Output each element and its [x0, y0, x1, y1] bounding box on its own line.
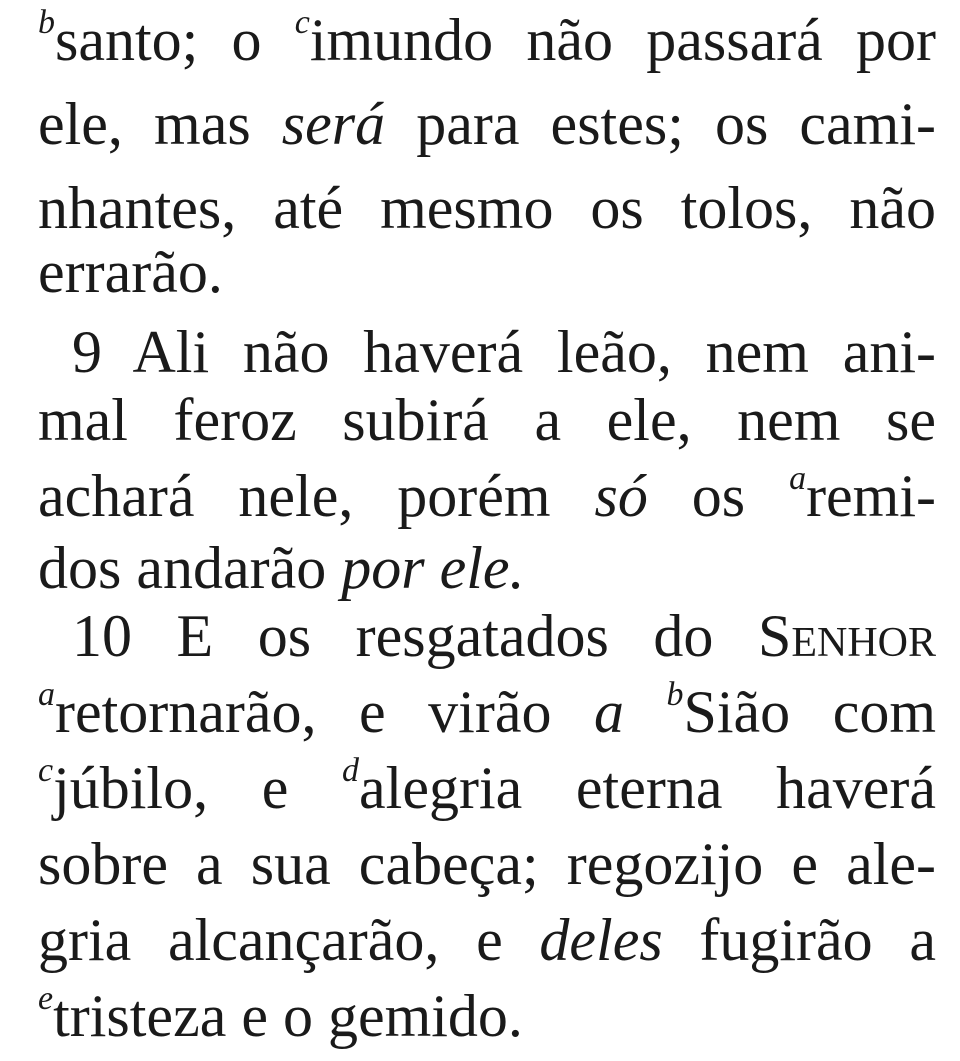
italic-supplied-word: a — [593, 679, 624, 745]
italic-supplied-word: por ele. — [341, 535, 525, 601]
verse-text: retornarão, e virão — [55, 679, 594, 745]
footnote-marker[interactable]: e — [38, 980, 54, 1017]
italic-supplied-word: deles — [539, 907, 663, 973]
verse9-line-1 — [38, 316, 936, 388]
footnote-marker[interactable]: c — [294, 4, 310, 41]
verse-text: mal feroz subirá a ele, nem se — [38, 387, 936, 453]
verse-text: para estes; os cami- — [385, 91, 936, 157]
verse-text: gria alcançarão, e — [38, 907, 540, 973]
verse10-line-2 — [38, 676, 936, 748]
verse-text: júbilo, e — [53, 755, 343, 821]
verse8-line-1 — [38, 4, 936, 76]
verse-text: alegria eterna haverá — [359, 755, 936, 821]
footnote-marker[interactable]: a — [38, 676, 55, 713]
footnote-marker[interactable]: d — [342, 752, 360, 789]
verse-text: remi- — [806, 463, 936, 529]
verse-text: nhantes, até mesmo os tolos, não — [38, 175, 936, 241]
verse-text: os — [647, 463, 790, 529]
footnote-marker[interactable]: c — [38, 752, 54, 789]
verse9-line-4 — [38, 532, 525, 604]
verse-text: errarão. — [38, 239, 223, 305]
verse-text: fugirão a — [662, 907, 936, 973]
italic-supplied-word: será — [281, 91, 386, 157]
verse10-line-4 — [38, 828, 936, 900]
verse-text: sobre a sua cabeça; regozijo e ale- — [38, 831, 936, 897]
footnote-marker[interactable]: b — [38, 4, 55, 41]
italic-supplied-word: só — [594, 463, 648, 529]
verse-text: achará nele, porém — [38, 463, 595, 529]
verse10-line-6 — [38, 980, 523, 1052]
verse-text: tristeza e o gemido. — [53, 983, 523, 1049]
verse-number[interactable]: 10 — [72, 603, 132, 669]
divine-name-small-caps: Senhor — [757, 603, 936, 669]
verse8-line-3 — [38, 172, 936, 244]
verse10-line-5 — [38, 904, 936, 976]
verse-text: dos andarão — [38, 535, 342, 601]
footnote-marker[interactable]: b — [666, 676, 684, 713]
verse-text: santo; o — [55, 7, 295, 73]
verse-text: ele, mas — [38, 91, 282, 157]
verse-text: Ali não haverá leão, nem ani- — [102, 319, 936, 385]
verse10-line-1 — [38, 600, 936, 672]
verse8-line-2 — [38, 88, 936, 160]
verse8-line-4 — [38, 236, 223, 308]
footnote-marker[interactable]: a — [789, 460, 807, 497]
verse-text: imundo não passará por — [309, 7, 936, 73]
verse9-line-2 — [38, 384, 936, 456]
verse9-line-3 — [38, 460, 936, 532]
verse-number[interactable]: 9 — [72, 319, 102, 385]
verse-text: Sião com — [683, 679, 937, 745]
verse-text — [624, 679, 667, 745]
verse-text: E os resgatados do — [132, 603, 758, 669]
verse10-line-3 — [38, 752, 936, 824]
